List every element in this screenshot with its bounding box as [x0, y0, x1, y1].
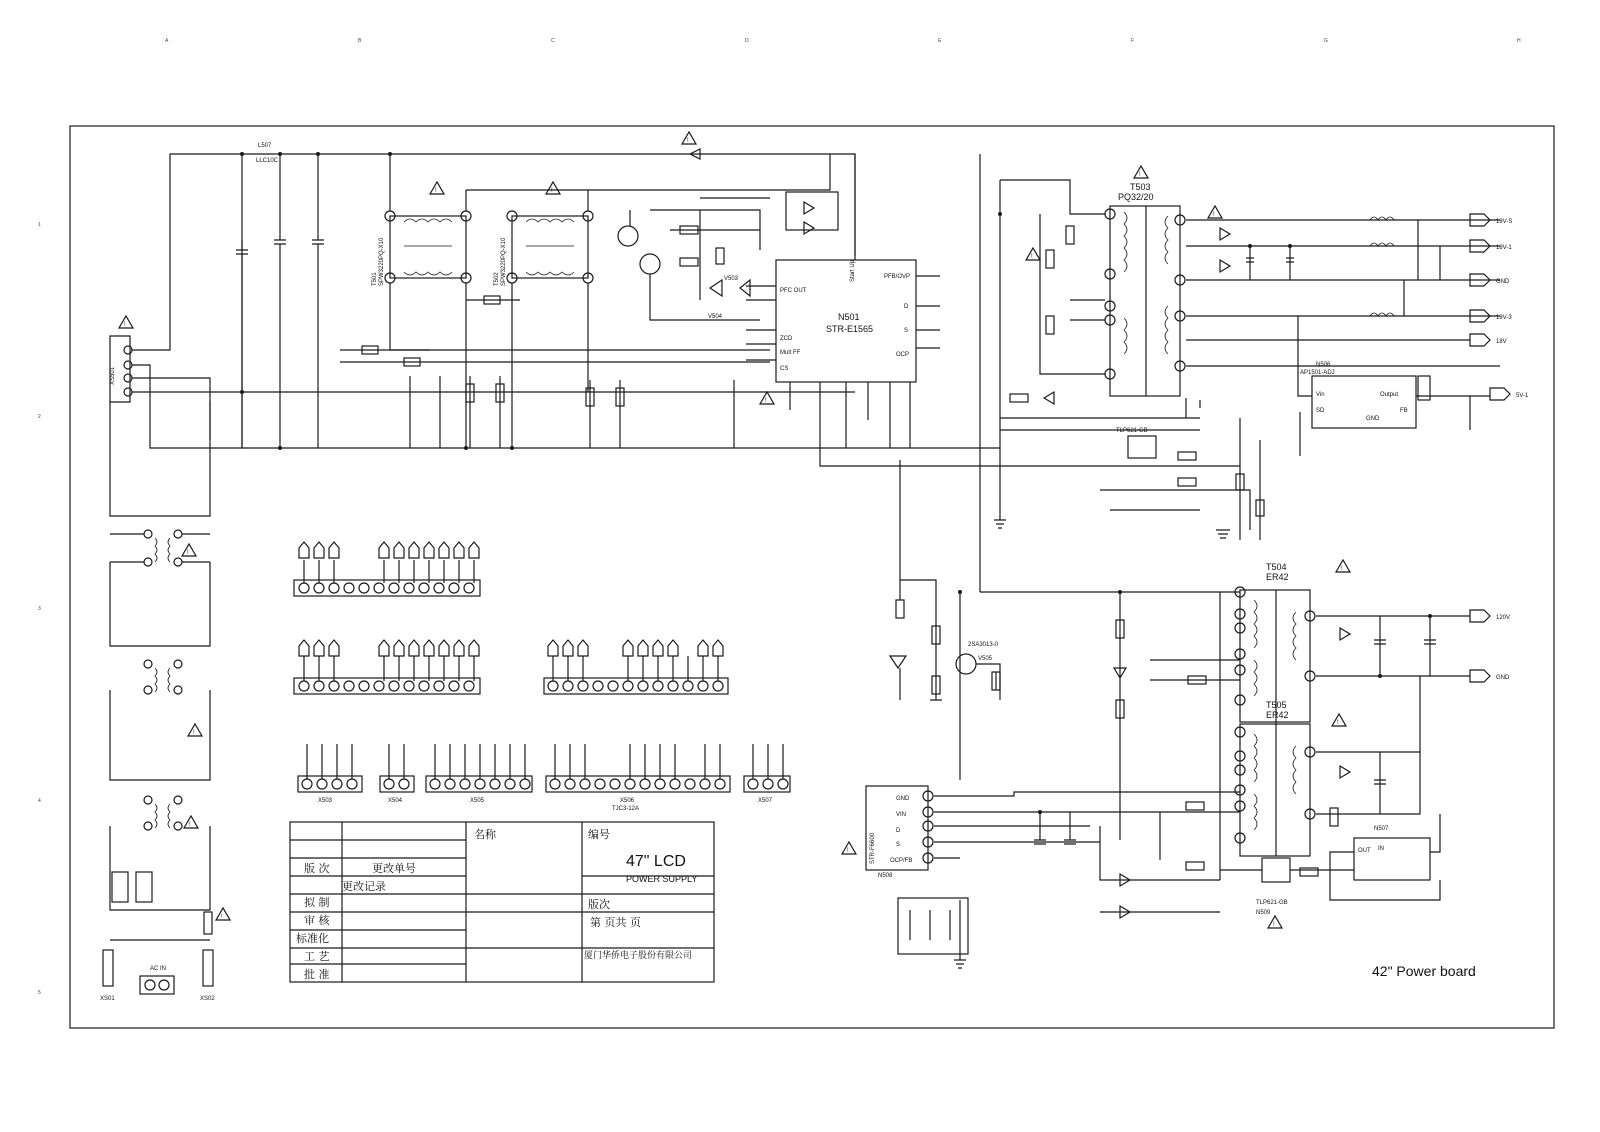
svg-text:!: ! — [847, 848, 849, 854]
title-row-approve: 批 准 — [304, 968, 330, 981]
title-change-no: 更改单号 — [372, 862, 416, 875]
svg-text:!: ! — [1273, 922, 1275, 928]
title-row-version: 版 次 — [304, 862, 330, 875]
warning-icon — [682, 132, 696, 144]
connector-x503-top — [544, 640, 728, 694]
svg-text:!: ! — [124, 322, 126, 328]
n508-pin-gnd: GND — [896, 796, 910, 802]
n501-pin-pfb: PFB/OVP — [884, 274, 911, 280]
footer-caption: 42" Power board — [1372, 963, 1476, 979]
t504-label: T504 — [1266, 562, 1287, 572]
n509-label: N509 — [1256, 910, 1271, 916]
x503-label: X503 — [318, 798, 333, 804]
title-row-draft: 拟 制 — [304, 896, 330, 909]
n501-label: N501 — [838, 312, 860, 322]
warning-icon — [546, 182, 560, 194]
warning-icon — [1134, 166, 1148, 178]
warning-icon — [760, 392, 774, 404]
n501-pin-s: S — [904, 328, 909, 334]
warning-icon — [188, 724, 202, 736]
grid-row-2: 2 — [38, 414, 41, 420]
n508-pin-ocp: OCP/FB — [890, 858, 913, 864]
t501-part: SPW3220PQ-X10 — [379, 237, 385, 286]
title-row-process: 工 艺 — [304, 950, 330, 963]
warning-icon — [430, 182, 444, 194]
svg-text:!: ! — [687, 138, 689, 144]
x505-label: X505 — [470, 798, 485, 804]
tlp-label-top: TLP621-GB — [1116, 428, 1148, 434]
n506-pin-output: Output — [1380, 392, 1399, 398]
n508-part: STR-F6600 — [870, 832, 876, 864]
x504-label: X504 — [388, 798, 403, 804]
title-company: 厦门华侨电子股份有限公司 — [584, 951, 693, 961]
output-18v-s: 18V-S — [1496, 219, 1513, 225]
v504-label: V504 — [708, 314, 723, 320]
n506-pin-gnd: GND — [1366, 416, 1380, 422]
n501-pin-mult: Mult FF — [780, 350, 801, 356]
warning-icon — [182, 544, 196, 556]
warning-icon — [119, 316, 133, 328]
n507-label: N507 — [1374, 826, 1389, 832]
output-120v: 120V — [1496, 615, 1511, 621]
output-18v: 18V — [1496, 339, 1507, 345]
x507-label: X507 — [758, 798, 773, 804]
grid-row-3: 3 — [38, 606, 41, 612]
v503-label: V503 — [724, 276, 739, 282]
connector-row-small — [298, 744, 790, 812]
v505-section — [890, 460, 1000, 700]
n501-pin-ocp: OCP — [896, 352, 910, 358]
grid-row-4: 4 — [38, 798, 41, 804]
n506-regulator — [1298, 316, 1490, 456]
connector-x502 — [294, 640, 480, 694]
feedback-network — [820, 392, 1264, 540]
connector-x501 — [294, 542, 480, 596]
grid-col-h: H — [1517, 38, 1521, 44]
svg-text:!: ! — [435, 188, 437, 194]
t502-part: SPW3220PQ-X10 — [501, 237, 507, 286]
ac-in-label: AC IN — [150, 966, 167, 972]
t504-part: ER42 — [1266, 572, 1289, 582]
grid-col-c: C — [551, 38, 555, 44]
xs01-label: XS01 — [100, 996, 115, 1002]
grid-column-markers — [165, 38, 1521, 44]
svg-text:!: ! — [765, 398, 767, 404]
v505-label: V505 — [978, 656, 993, 662]
title-number-header: 编号 — [588, 828, 610, 841]
grid-row-markers — [38, 222, 41, 996]
t503-part: PQ32/20 — [1118, 192, 1154, 202]
grid-col-g: G — [1324, 38, 1328, 44]
n507-part: IN — [1378, 846, 1384, 852]
grid-row-1: 1 — [38, 222, 41, 228]
title-change-record: 更改记录 — [342, 880, 386, 893]
warning-icon — [1208, 206, 1222, 218]
t502-label: T502 — [494, 272, 500, 286]
output-18v-3: 18V-3 — [1496, 315, 1512, 321]
l507-label: L507 — [258, 143, 272, 149]
x506-label: X506 — [620, 798, 635, 804]
svg-text:!: ! — [1213, 212, 1215, 218]
tlp-label-bottom: TLP621-GB — [1256, 900, 1288, 906]
n508-label: N508 — [878, 873, 893, 879]
svg-text:!: ! — [551, 188, 553, 194]
warning-icon — [1268, 916, 1282, 928]
title-row-standard: 标准化 — [296, 932, 329, 945]
output-gnd-bottom: GND — [1496, 675, 1510, 681]
n506-pin-fb: FB — [1400, 408, 1408, 414]
n508-pin-vin: VIN — [896, 812, 907, 818]
t503-label: T503 — [1130, 182, 1151, 192]
grid-col-e: E — [938, 38, 942, 44]
grid-row-5: 5 — [38, 990, 41, 996]
warning-icon — [1336, 560, 1350, 572]
svg-text:!: ! — [1341, 566, 1343, 572]
title-row-review: 审 核 — [304, 914, 330, 927]
warning-icon — [842, 842, 856, 854]
n507-regulator — [1220, 808, 1440, 916]
title-name-header: 名称 — [474, 828, 496, 841]
t501-label: T501 — [372, 272, 378, 286]
l507-part: LLC10C — [256, 158, 279, 164]
svg-text:!: ! — [1139, 172, 1141, 178]
svg-text:!: ! — [193, 730, 195, 736]
output-flags-top — [1186, 214, 1529, 400]
grid-col-a: A — [165, 38, 169, 44]
n501-pin-zcd: ZCD — [780, 336, 793, 342]
output-gnd-top: GND — [1496, 279, 1510, 285]
n507-pin-out: OUT — [1358, 848, 1371, 854]
warning-icon — [216, 908, 230, 920]
junction-dots — [240, 152, 1432, 814]
grid-col-b: B — [358, 38, 362, 44]
n506-label: N506 — [1316, 362, 1331, 368]
xs02-label: XS02 — [200, 996, 215, 1002]
t505-label: T505 — [1266, 700, 1287, 710]
n506-pin-vin: Vin — [1316, 392, 1325, 398]
n501-pin-pfcout: PFC OUT — [780, 288, 807, 294]
n501-pin-startup: Start Up — [850, 259, 856, 282]
t504-t505-transformers — [980, 154, 1513, 880]
t505-part: ER42 — [1266, 710, 1289, 720]
t503-transformer — [1000, 180, 1500, 448]
output-5v-1: 5V-1 — [1516, 393, 1529, 399]
warning-icon — [1026, 248, 1040, 260]
ac-input-section — [100, 143, 855, 1002]
grid-col-f: F — [1131, 38, 1135, 44]
title-product: 47" LCD — [626, 853, 686, 870]
n501-pin-d: D — [904, 304, 909, 310]
n501-pin-cs: CS — [780, 366, 789, 372]
title-product-sub: POWER SUPPLY — [626, 874, 698, 884]
svg-text:!: ! — [189, 822, 191, 828]
n506-part: AP1501-ADJ — [1300, 370, 1335, 376]
tjc-label: TJC3-12A — [612, 806, 640, 812]
title-page-label: 第 页共 页 — [590, 916, 641, 929]
warning-icons — [119, 132, 1350, 928]
title-block — [290, 822, 714, 982]
output-18v-1: 18V-1 — [1496, 245, 1512, 251]
grid-col-d: D — [745, 38, 749, 44]
svg-text:!: ! — [221, 914, 223, 920]
v505-part: 2SA3013-0 — [968, 642, 999, 648]
n501-controller — [746, 154, 940, 448]
warning-icon — [184, 816, 198, 828]
svg-text:!: ! — [1031, 254, 1033, 260]
svg-text:!: ! — [187, 550, 189, 556]
title-version-label: 版次 — [588, 898, 610, 911]
n508-pin-s: S — [896, 842, 901, 848]
svg-text:XS501: XS501 — [110, 366, 116, 385]
n508-controller — [866, 592, 1240, 968]
svg-text:!: ! — [1337, 720, 1339, 726]
n501-part: STR-E1565 — [826, 324, 874, 334]
n506-pin-sd: SD — [1316, 408, 1325, 414]
n508-pin-d: D — [896, 828, 901, 834]
warning-icon — [1332, 714, 1346, 726]
